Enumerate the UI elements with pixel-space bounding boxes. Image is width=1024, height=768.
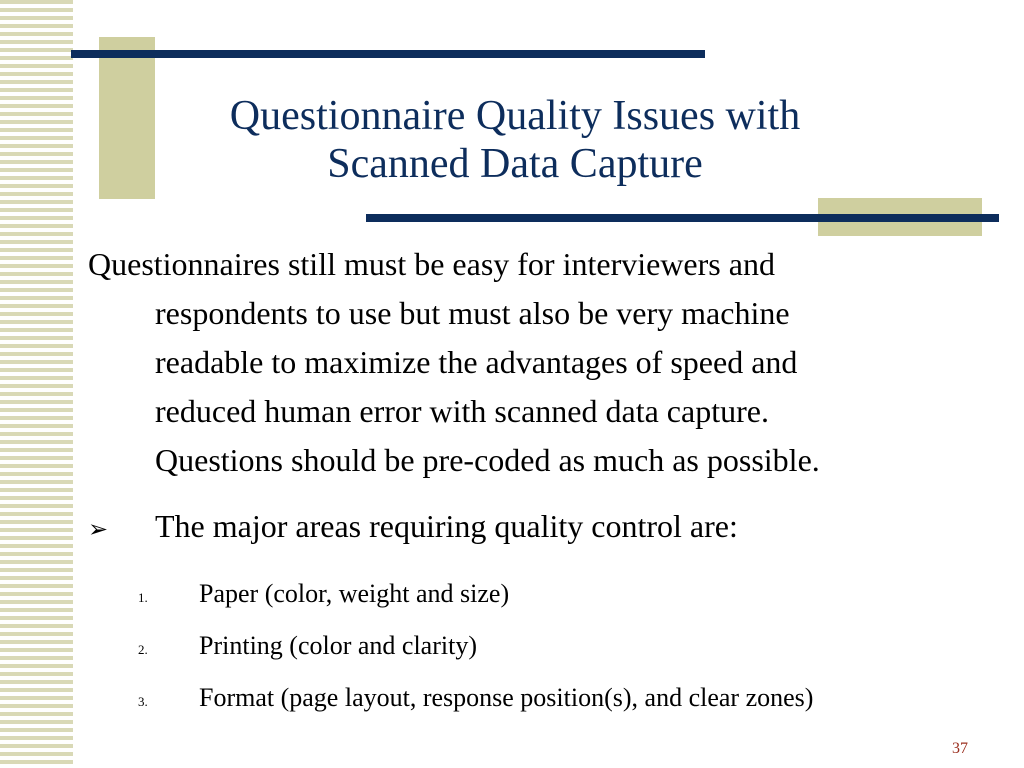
list-item-text: Printing (color and clarity) [199,631,477,660]
paragraph-line: Questions should be pre-coded as much as possible. [155,442,820,478]
paragraph-line: readable to maximize the advantages of speed and [155,344,798,380]
bullet-text: The major areas requiring quality control are: [155,508,738,544]
list-number: 3. [138,694,148,709]
list-item [138,622,813,674]
paragraph-line: reduced human error with scanned data capture. [155,393,769,429]
list-number: 1. [138,590,148,605]
numbered-list [138,570,813,726]
list-item-text: Format (page layout, response position(s), and clear zones) [199,683,814,712]
bullet-item [88,502,738,554]
decorative-bar-top [71,50,705,58]
decorative-bar-right [366,214,999,222]
decorative-block-top [99,37,155,199]
page-number: 37 [952,740,968,757]
arrow-bullet-icon: ➢ [88,515,109,543]
paragraph-line: Questionnaires still must be easy for interviewers and [88,246,775,282]
list-item-text: Paper (color, weight and size) [199,579,510,608]
slide-title [150,92,880,188]
title-line: Questionnaire Quality Issues with [229,93,801,139]
list-item [138,570,813,622]
striped-margin [0,0,73,768]
list-item [138,674,813,726]
body-paragraph [88,240,1008,485]
title-line: Scanned Data Capture [327,141,703,187]
list-number: 2. [138,642,148,657]
paragraph-line: respondents to use but must also be very machine [155,295,790,331]
